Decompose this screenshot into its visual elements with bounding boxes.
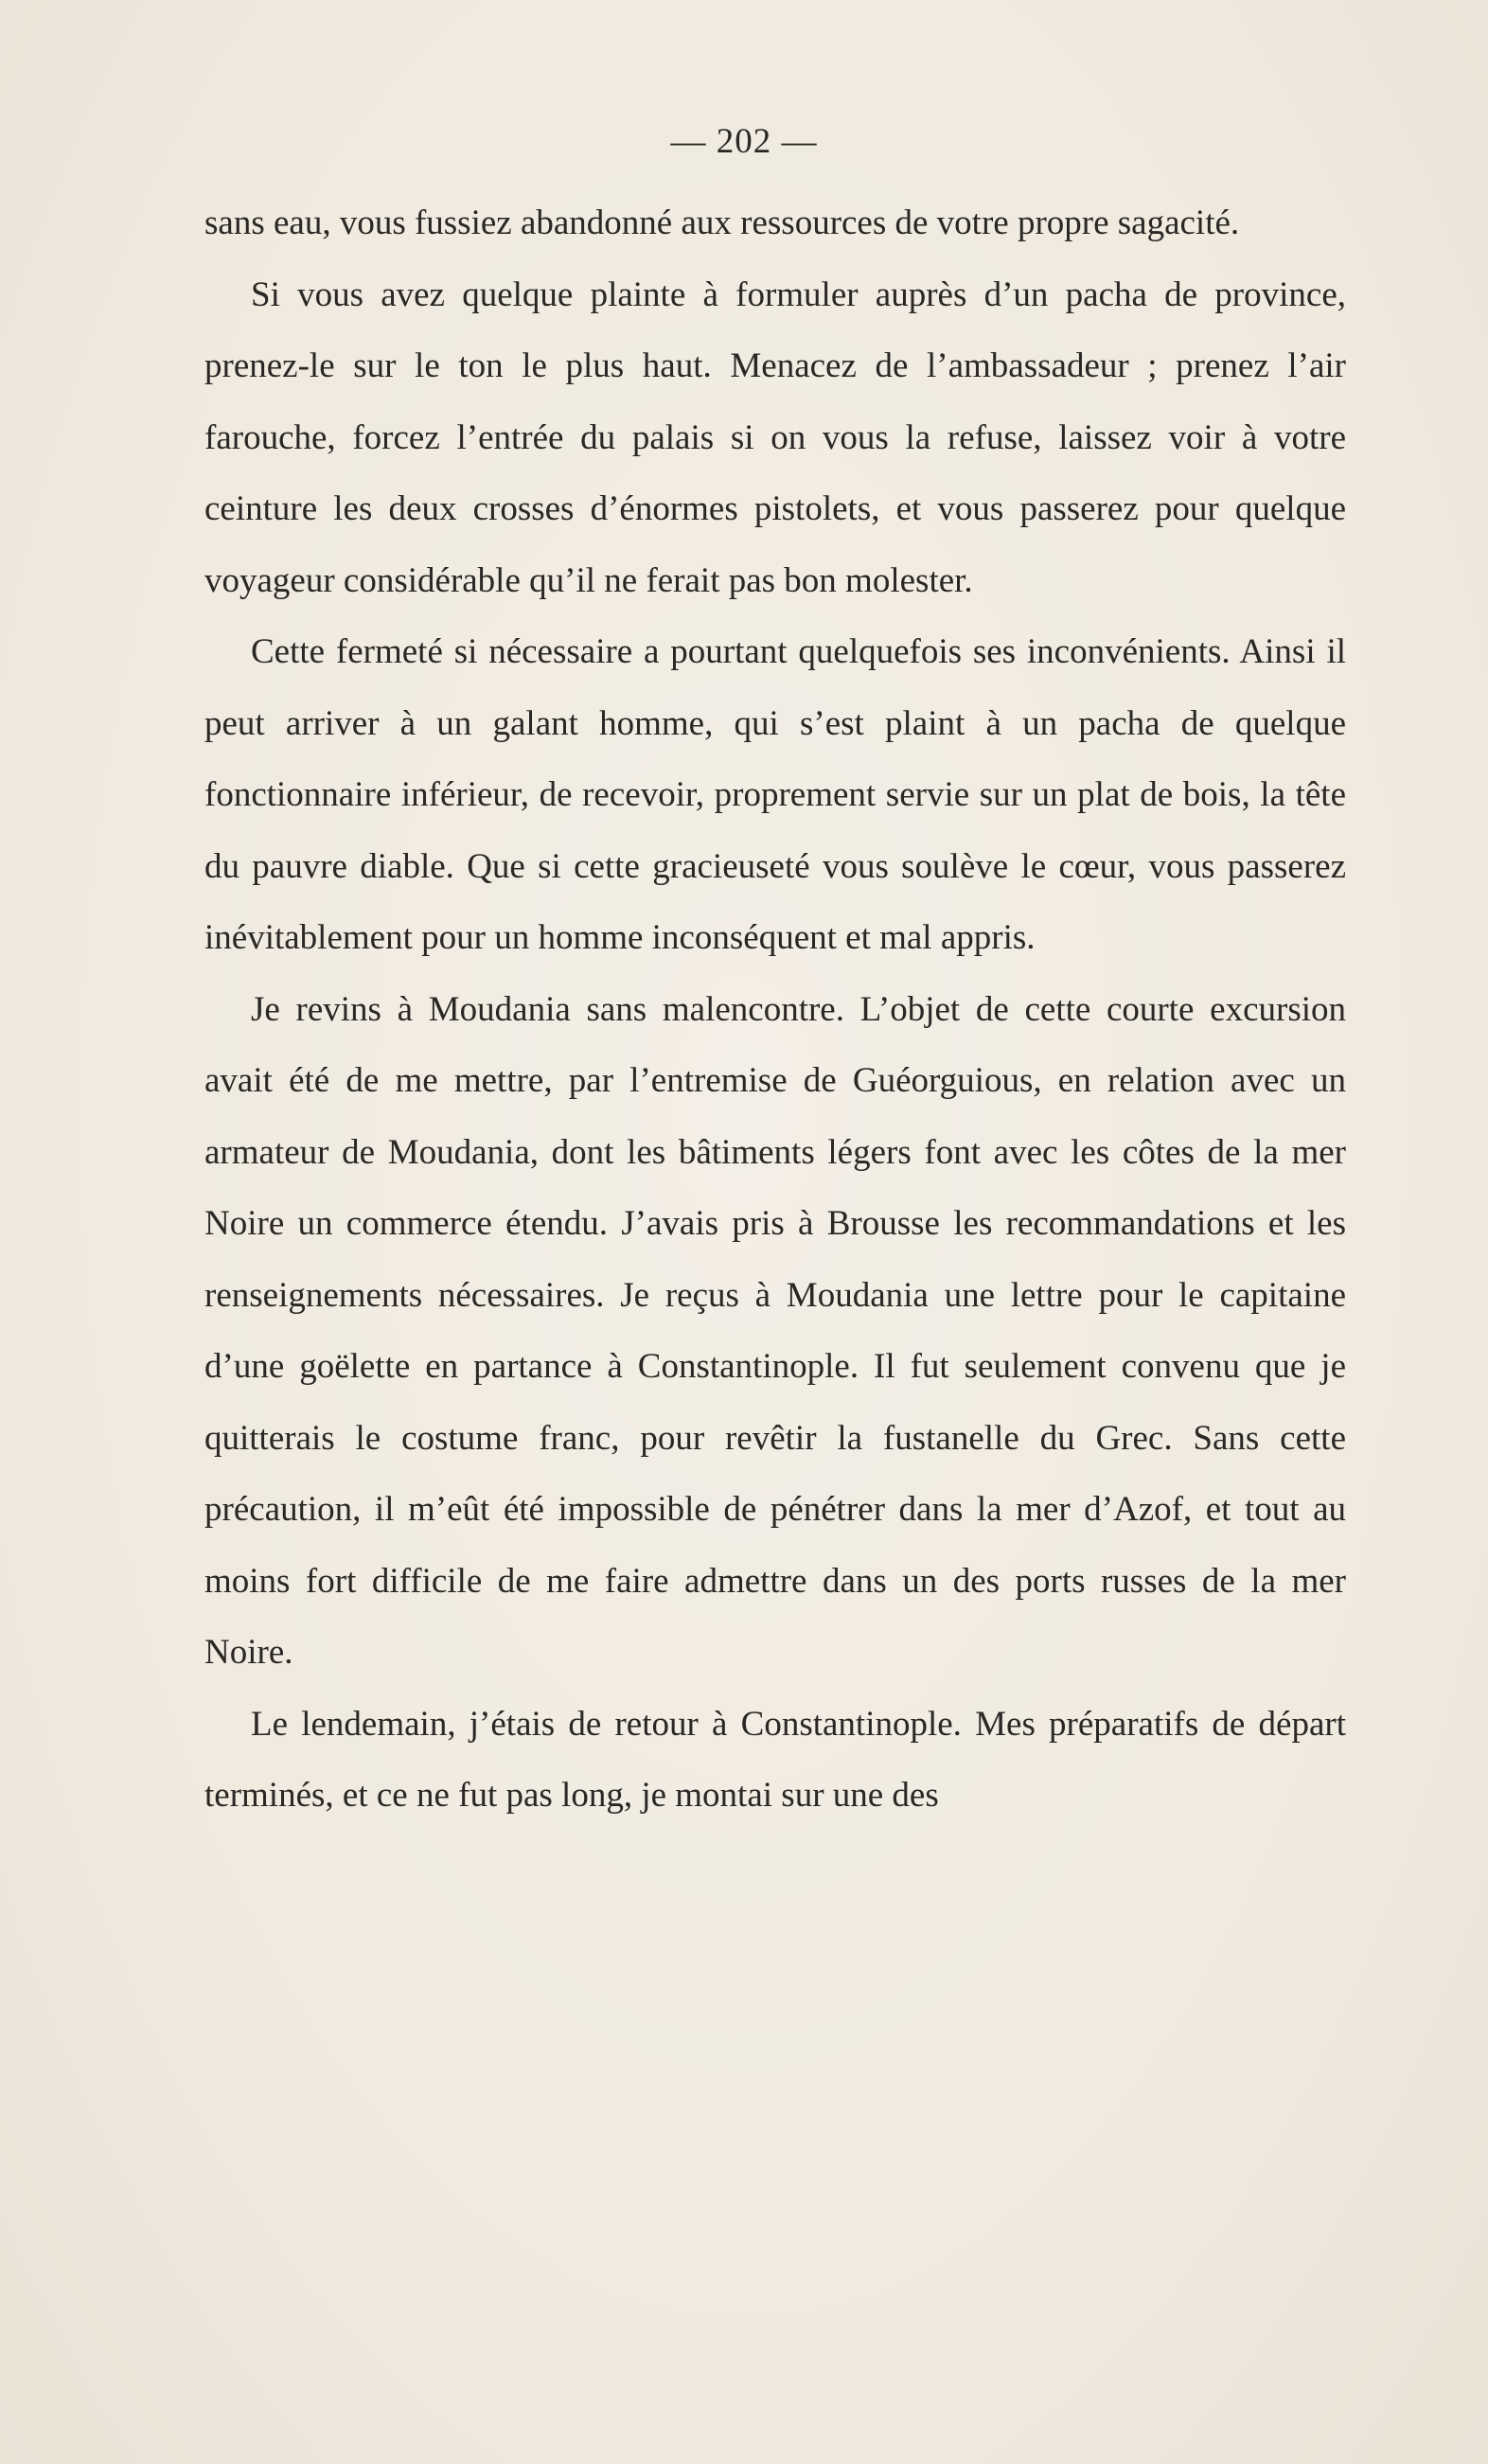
page-number: — 202 — xyxy=(670,122,818,161)
paragraph-5: Le lendemain, j’étais de retour à Constantinople. Mes préparatifs de départ terminés, et ce ne fut pas long, je montai sur une des xyxy=(204,1704,1346,1815)
paragraph-2: Si vous avez quelque plainte à formuler auprès d’un pacha de province, prenez-le sur le ton le plus haut. Menacez de l’ambassadeur ; prenez l’air farouche, forcez l’entrée du palais si on vous la refuse, laissez voir à votre ceinture les deux crosses d’énormes pistolets, et vous passerez pour quelque voyageur considérable qu’il ne ferait pas bon molester. xyxy=(204,275,1346,600)
paragraph-1: sans eau, vous fussiez abandonné aux ressources de votre propre sagacité. xyxy=(204,204,1240,242)
body-text xyxy=(204,187,1346,1832)
paragraph-3: Cette fermeté si nécessaire a pourtant quelquefois ses inconvénients. Ainsi il peut arriver à un galant homme, qui s’est plaint à un pacha de quelque fonctionnaire inférieur, de recevoir, proprement servie sur un plat de bois, la tête du pauvre diable. Que si cette gracieuseté vous soulève le cœur, vous passerez inévitablement pour un homme inconséquent et mal appris. xyxy=(204,632,1346,957)
paragraph-4: Je revins à Moudania sans malencontre. L’objet de cette courte excursion avait été de me mettre, par l’entremise de Guéorguious, en relation avec un armateur de Moudania, dont les bâtiments légers font avec les côtes de la mer Noire un commerce étendu. J’avais pris à Brousse les recommandations et les renseignements nécessaires. Je reçus à Moudania une lettre pour le capitaine d’une goëlette en partance à Constantinople. Il fut seulement convenu que je quitterais le costume franc, pour revêtir la fustanelle du Grec. Sans cette précaution, il m’eût été impossible de pénétrer dans la mer d’Azof, et tout au moins fort difficile de me faire admettre dans un des ports russes de la mer Noire. xyxy=(204,989,1346,1672)
